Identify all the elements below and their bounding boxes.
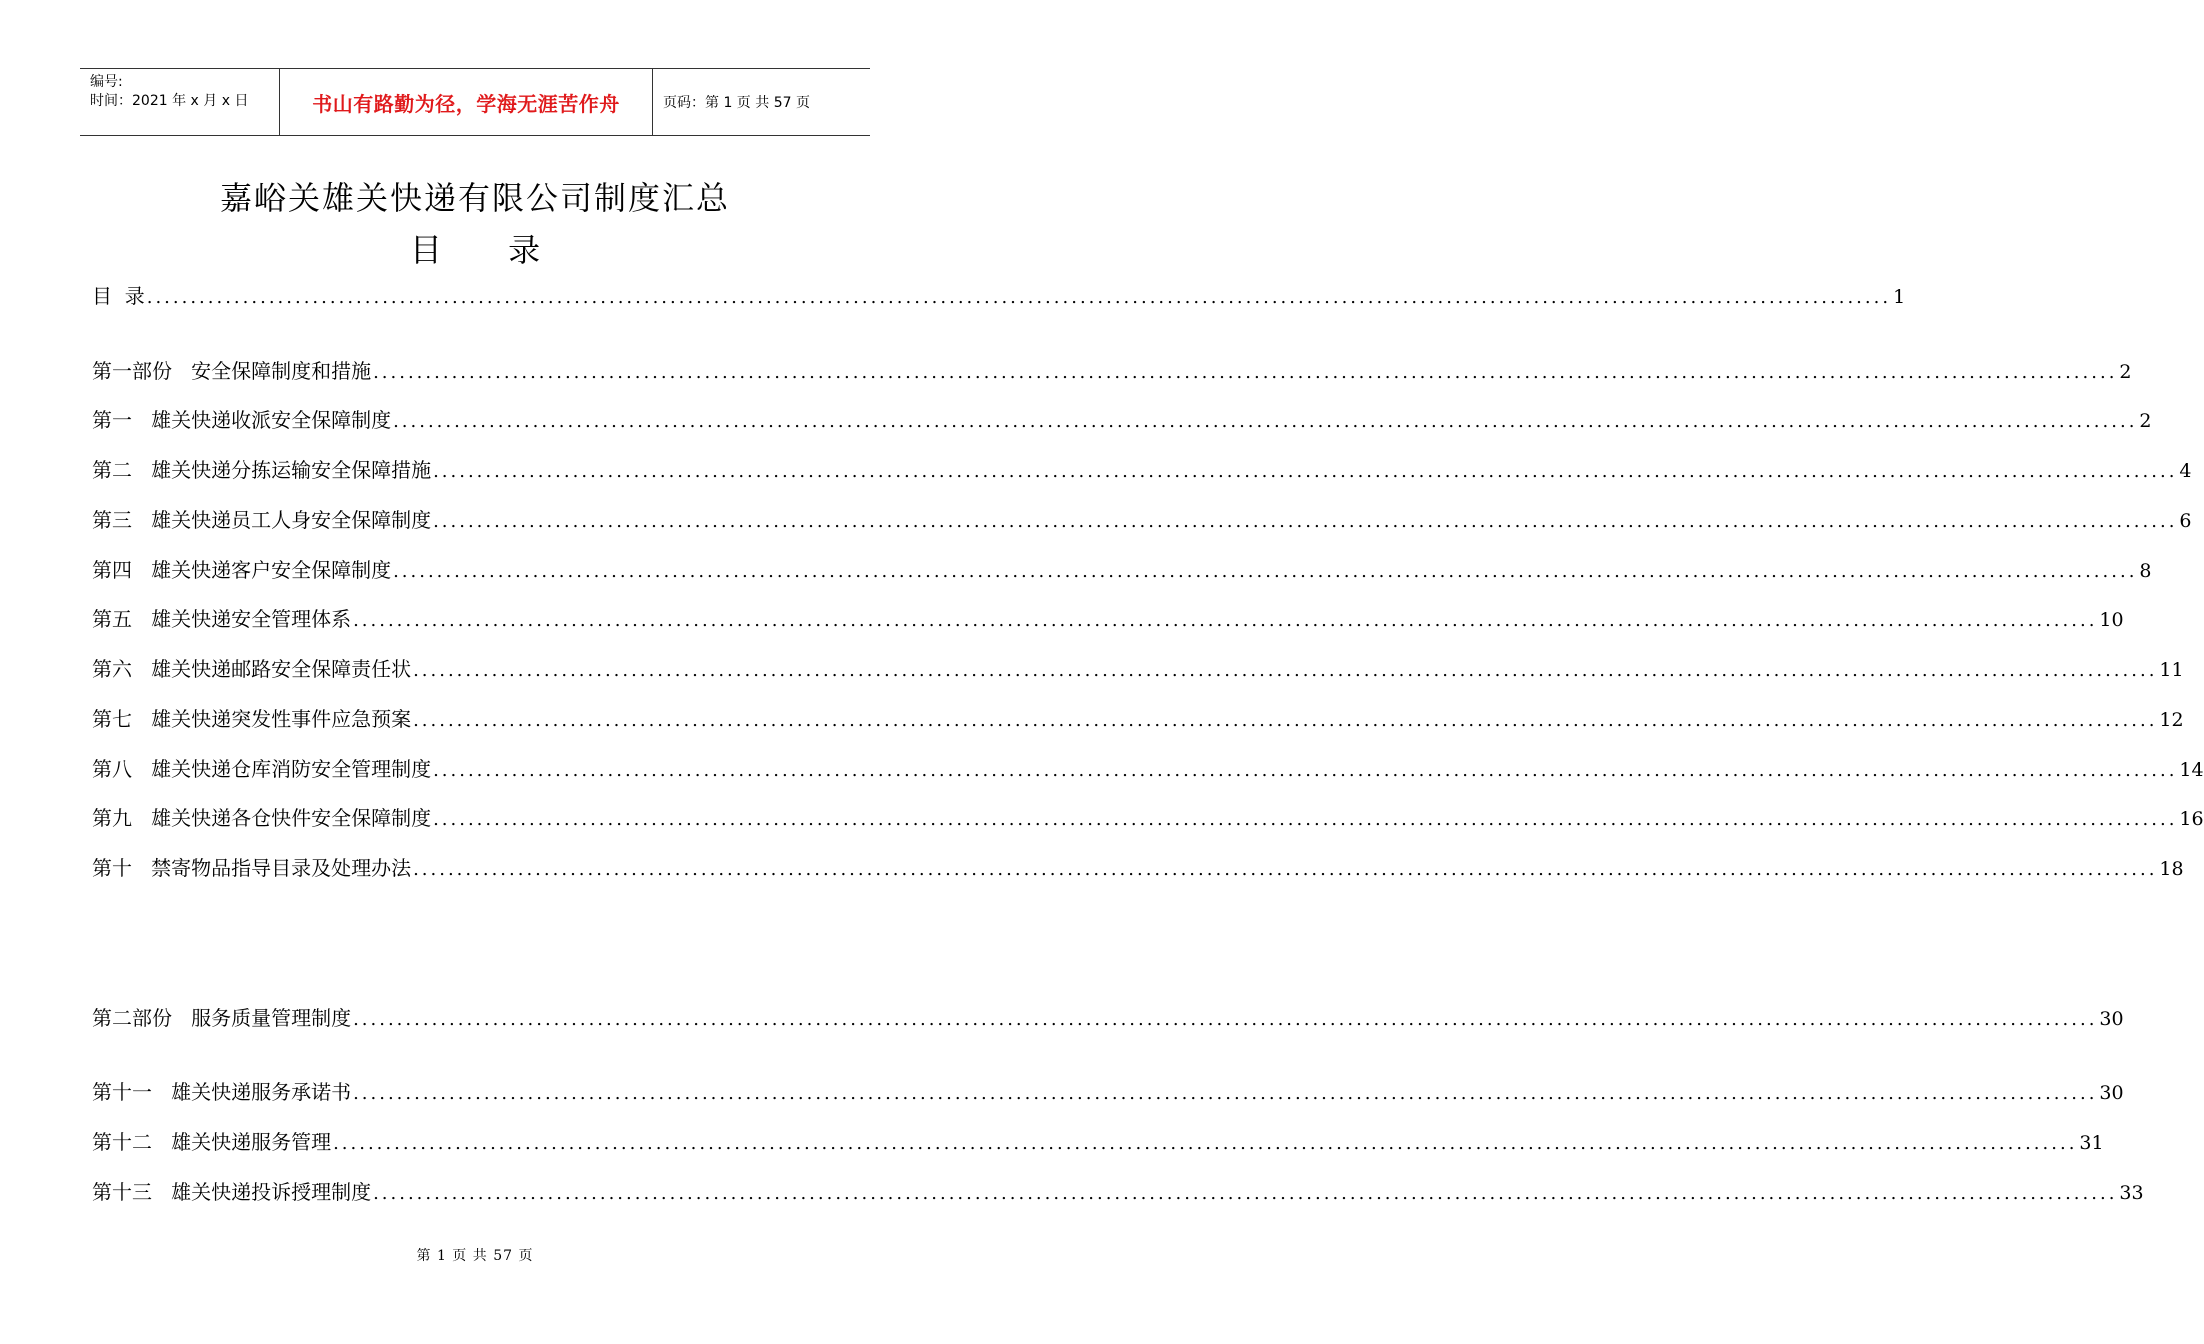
toc-entry[interactable] bbox=[92, 1076, 2124, 1104]
toc-entry[interactable] bbox=[92, 404, 2152, 432]
toc-entry-page: 2 bbox=[2139, 410, 2152, 432]
toc-entry-label: 雄关快递收派安全保障制度 bbox=[132, 408, 392, 432]
toc-entry-label: 雄关快递投诉授理制度 bbox=[152, 1180, 372, 1204]
number-label: 编号: bbox=[90, 74, 123, 90]
toc-entry-page: 31 bbox=[2079, 1132, 2104, 1154]
toc-leader-dots: ........................................................................................................................................................................................................ bbox=[413, 660, 2158, 681]
toc-entry[interactable] bbox=[92, 504, 2192, 532]
toc-entry-number: 第二 bbox=[92, 458, 132, 482]
toc-entry[interactable] bbox=[92, 852, 2184, 880]
toc-entry[interactable] bbox=[92, 802, 2204, 830]
toc-entry-number: 第一 bbox=[92, 408, 132, 432]
page-footer: 第 1 页 共 57 页 bbox=[416, 1248, 534, 1264]
toc-leader-dots: ........................................................................................................................................................................................................ bbox=[333, 1133, 2078, 1154]
toc-entry[interactable] bbox=[92, 454, 2192, 482]
toc-entry-page: 30 bbox=[2099, 1082, 2124, 1104]
toc-entry-number: 第十一 bbox=[92, 1080, 152, 1104]
toc-heading: 目 录 bbox=[409, 231, 569, 269]
toc-entry[interactable] bbox=[92, 1176, 2144, 1204]
toc-entry-number: 第四 bbox=[92, 558, 132, 582]
toc-entry-number: 第三 bbox=[92, 508, 132, 532]
toc-leader-dots: ........................................................................................................................................................................................................ bbox=[146, 287, 1892, 308]
toc-entry[interactable] bbox=[92, 1002, 2124, 1030]
toc-entry-number: 第五 bbox=[92, 607, 132, 631]
toc-entry-page: 1 bbox=[1893, 286, 1906, 308]
toc-entry-page: 8 bbox=[2139, 560, 2152, 582]
toc-entry-number: 第二部份 bbox=[92, 1006, 172, 1030]
toc-entry[interactable] bbox=[92, 603, 2124, 631]
toc-entry-number: 第八 bbox=[92, 757, 132, 781]
toc-entry-page: 4 bbox=[2179, 460, 2192, 482]
toc-entry-label: 雄关快递服务管理 bbox=[152, 1130, 332, 1154]
header-page-info: 页码：第 1 页 共 57 页 bbox=[663, 95, 810, 111]
toc-entry-page: 16 bbox=[2179, 808, 2204, 830]
toc-entry-page: 10 bbox=[2099, 609, 2124, 631]
toc-leader-dots: ........................................................................................................................................................................................................ bbox=[433, 809, 2178, 830]
toc-entry-label: 雄关快递服务承诺书 bbox=[152, 1080, 352, 1104]
toc-entry[interactable] bbox=[92, 653, 2184, 681]
toc-leader-dots: ........................................................................................................................................................................................................ bbox=[393, 411, 2138, 432]
toc-entry-label: 雄关快递分拣运输安全保障措施 bbox=[132, 458, 432, 482]
toc-entry-label: 服务质量管理制度 bbox=[172, 1006, 352, 1030]
toc-leader-dots: ........................................................................................................................................................................................................ bbox=[373, 362, 2118, 383]
toc-entry-page: 14 bbox=[2179, 759, 2204, 781]
toc-leader-dots: ........................................................................................................................................................................................................ bbox=[373, 1183, 2118, 1204]
toc-leader-dots: ........................................................................................................................................................................................................ bbox=[413, 710, 2158, 731]
toc-entry-number: 第六 bbox=[92, 657, 132, 681]
toc-entry-number: 第十二 bbox=[92, 1130, 152, 1154]
toc-entry[interactable] bbox=[92, 280, 1906, 308]
toc-entry-label: 禁寄物品指导目录及处理办法 bbox=[132, 856, 412, 880]
toc-entry[interactable] bbox=[92, 703, 2184, 731]
toc-entry-number: 第九 bbox=[92, 806, 132, 830]
toc-entry-page: 6 bbox=[2179, 510, 2192, 532]
toc-entry-page: 33 bbox=[2119, 1182, 2144, 1204]
toc-entry-label: 雄关快递安全管理体系 bbox=[132, 607, 352, 631]
toc-entry[interactable] bbox=[92, 554, 2152, 582]
toc-entry-label: 雄关快递员工人身安全保障制度 bbox=[132, 508, 432, 532]
time-label: 时间：2021 年 x 月 x 日 bbox=[90, 93, 249, 109]
toc-entry-number: 第一部份 bbox=[92, 359, 172, 383]
motto-text: 书山有路勤为径，学海无涯苦作舟 bbox=[312, 91, 620, 116]
toc-entry-label: 安全保障制度和措施 bbox=[172, 359, 372, 383]
toc-leader-dots: ........................................................................................................................................................................................................ bbox=[393, 561, 2138, 582]
toc-leader-dots: ........................................................................................................................................................................................................ bbox=[433, 461, 2178, 482]
toc-entry[interactable] bbox=[92, 355, 2132, 383]
toc-leader-dots: ........................................................................................................................................................................................................ bbox=[433, 511, 2178, 532]
document-title: 嘉峪关雄关快递有限公司制度汇总 bbox=[219, 179, 730, 217]
toc-entry-number: 第七 bbox=[92, 707, 132, 731]
toc-entry[interactable] bbox=[92, 1126, 2104, 1154]
toc-entry-page: 2 bbox=[2119, 361, 2132, 383]
toc-entry[interactable] bbox=[92, 753, 2204, 781]
header-meta bbox=[80, 69, 280, 135]
toc-leader-dots: ........................................................................................................................................................................................................ bbox=[433, 760, 2178, 781]
toc-leader-dots: ........................................................................................................................................................................................................ bbox=[353, 610, 2098, 631]
toc-entry-label: 雄关快递邮路安全保障责任状 bbox=[132, 657, 412, 681]
toc-entry-label: 雄关快递仓库消防安全管理制度 bbox=[132, 757, 432, 781]
toc-entry-label: 雄关快递突发性事件应急预案 bbox=[132, 707, 412, 731]
toc-entry-number: 第十 bbox=[92, 856, 132, 880]
toc-entry-number: 第十三 bbox=[92, 1180, 152, 1204]
toc-entry-label: 雄关快递客户安全保障制度 bbox=[132, 558, 392, 582]
toc-leader-dots: ........................................................................................................................................................................................................ bbox=[413, 859, 2158, 880]
toc-entry-page: 18 bbox=[2159, 858, 2184, 880]
toc-leader-dots: ........................................................................................................................................................................................................ bbox=[353, 1083, 2098, 1104]
toc-entry-label: 雄关快递各仓快件安全保障制度 bbox=[132, 806, 432, 830]
header-motto bbox=[280, 69, 653, 135]
toc-entry-page: 30 bbox=[2099, 1008, 2124, 1030]
toc-entry-page: 11 bbox=[2159, 659, 2184, 681]
toc-entry-number: 目 录 bbox=[92, 284, 145, 308]
toc-entry-page: 12 bbox=[2159, 709, 2184, 731]
toc-leader-dots: ........................................................................................................................................................................................................ bbox=[353, 1009, 2098, 1030]
page-header bbox=[80, 68, 870, 136]
